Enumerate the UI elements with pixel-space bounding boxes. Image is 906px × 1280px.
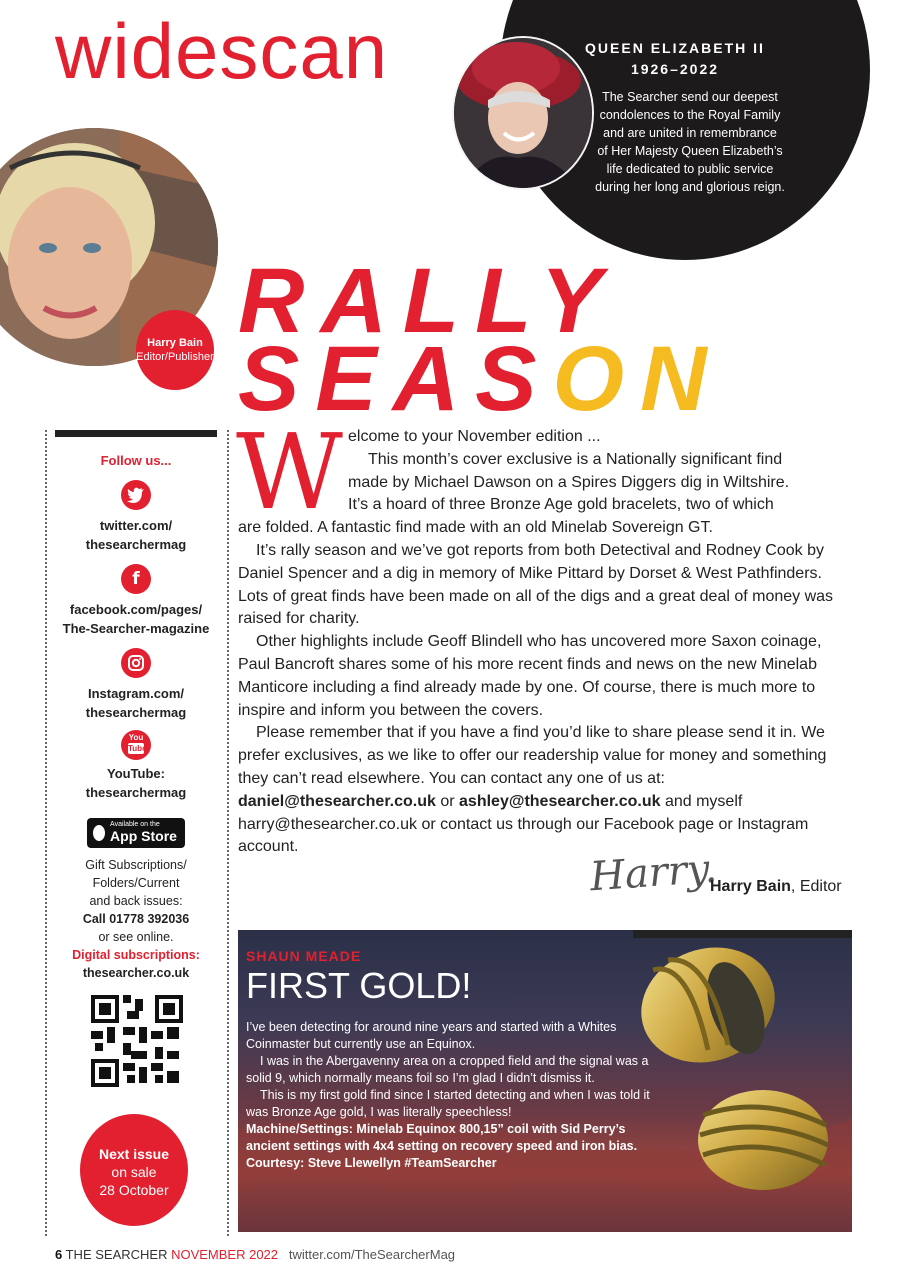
body-paragraph xyxy=(238,722,852,859)
feature-paragraph: I was in the Abergavenny area on a cropped field and the signal was a solid 9, which normally means foil so I’m glad I didn’t dismiss it. xyxy=(246,1054,649,1085)
facebook-icon[interactable]: f xyxy=(121,564,151,594)
tribute-line: during her long and glorious reign. xyxy=(595,180,785,194)
facebook-label-line1: facebook.com/pages/ xyxy=(69,602,203,617)
next-issue-badge xyxy=(80,1114,188,1226)
feature-top-bar xyxy=(633,930,852,938)
facebook-link[interactable] xyxy=(47,600,225,638)
feature-body xyxy=(246,1019,666,1172)
body-line: This month’s cover exclusive is a Nationally significant find xyxy=(368,450,783,468)
twitter-label-line1: twitter.com/ xyxy=(99,518,173,533)
next-issue-date: 28 October xyxy=(99,1182,169,1198)
bracelet-image-bottom xyxy=(698,1090,828,1190)
apple-icon xyxy=(93,825,105,841)
youtube-label-line2: thesearchermag xyxy=(85,785,187,800)
editorial-body xyxy=(236,411,852,859)
gift-line3: and back issues: xyxy=(89,894,183,908)
youtube-label-line1: YouTube: xyxy=(106,766,165,781)
youtube-icon[interactable] xyxy=(121,730,151,760)
feature-paragraph: I’ve been detecting for around nine years and started with a Whites Coinmaster but currently use an Equinox. xyxy=(246,1020,617,1051)
facebook-label-line2: The-Searcher-magazine xyxy=(62,621,210,636)
sign-role: , Editor xyxy=(790,878,842,895)
body-paragraph: Other highlights include Geoff Blindell who has uncovered more Saxon coinage, Paul Bancroft shares some of his more recent finds and news on the new Minelab Manticore including a find already made by one. Of course, there is much more to inspire and inform you between the covers. xyxy=(238,633,822,719)
editor-name: Harry Bain xyxy=(147,337,203,349)
email-daniel-link[interactable]: daniel@thesearcher.co.uk xyxy=(238,792,436,810)
magazine-name: THE SEARCHER xyxy=(62,1247,172,1262)
footer-twitter-link[interactable]: twitter.com/TheSearcherMag xyxy=(288,1247,456,1262)
editor-badge xyxy=(136,310,214,390)
tribute-line: The Searcher send our deepest xyxy=(602,90,778,104)
signature: Harry. xyxy=(588,845,719,901)
tribute-title-line1: QUEEN ELIZABETH II xyxy=(585,40,765,56)
headline-line2-red: SEAS xyxy=(238,328,553,430)
headline-line1: RALLY xyxy=(238,250,618,352)
youtube-icon-tube: Tube xyxy=(128,744,147,753)
follow-us-label: Follow us... xyxy=(100,453,172,468)
qr-code[interactable] xyxy=(91,995,183,1087)
twitter-label-line2: thesearchermag xyxy=(85,537,187,552)
contact-text-end: and myself harry@thesearcher.co.uk or contact us through our Facebook page or Instagram account. xyxy=(238,792,809,856)
app-store-big-text: App Store xyxy=(110,828,177,844)
tribute-line: of Her Majesty Queen Elizabeth’s xyxy=(597,144,783,158)
twitter-link[interactable] xyxy=(47,516,225,554)
sign-off xyxy=(710,878,842,896)
tribute-title-line2: 1926–2022 xyxy=(630,61,720,77)
masthead: widescan xyxy=(55,7,389,95)
drop-cap: W xyxy=(236,411,343,533)
tribute-text xyxy=(570,88,810,196)
body-line: elcome to your November edition ... xyxy=(348,428,601,445)
twitter-icon[interactable] xyxy=(121,480,151,510)
see-online: or see online. xyxy=(98,930,174,944)
sidebar-content xyxy=(47,450,225,982)
body-paragraph: It’s rally season and we’ve got reports from both Detectival and Rodney Cook by Daniel Spencer and a dig in memory of Mike Pittard by Dorset & West Pathfinders. Lots of great finds have been made on all of the digs and a great deal of money was raised for charity. xyxy=(238,541,834,628)
instagram-label-line2: thesearchermag xyxy=(85,705,187,720)
next-issue-onsale: on sale xyxy=(111,1164,157,1180)
sidebar-top-bar xyxy=(55,430,217,437)
gift-line2: Folders/Current xyxy=(92,876,180,890)
digital-subs-label: Digital subscriptions: xyxy=(72,948,200,962)
youtube-icon-you: You xyxy=(128,733,144,742)
tribute-title xyxy=(560,38,790,80)
tribute-line: and are united in remembrance xyxy=(603,126,777,140)
site-link[interactable]: thesearcher.co.uk xyxy=(82,966,190,980)
body-line: It’s a hoard of three Bronze Age gold bracelets, two of which xyxy=(348,496,774,514)
issue-month: NOVEMBER 2022 xyxy=(171,1247,279,1262)
page-number: 6 xyxy=(55,1247,63,1262)
phone-number[interactable]: Call 01778 392036 xyxy=(82,912,190,926)
body-line: made by Michael Dawson on a Spires Diggers dig in Wiltshire. xyxy=(348,473,790,491)
feature-kicker: SHAUN MEADE xyxy=(246,948,362,964)
tribute-line: life dedicated to public service xyxy=(606,162,774,176)
feature-settings: Machine/Settings: Minelab Equinox 800,15” coil with Sid Perry’s ancient settings with 4x4 setting on recovery speed and iron bias. Courtesy: Steve Llewellyn #TeamSearcher xyxy=(246,1122,638,1170)
editor-role: Editor/Publisher xyxy=(136,351,214,363)
headline-line2-yellow: ON xyxy=(552,328,723,430)
headline xyxy=(238,250,723,430)
gift-line1: Gift Subscriptions/ xyxy=(85,858,187,872)
instagram-link[interactable] xyxy=(47,684,225,722)
tribute-line: condolences to the Royal Family xyxy=(599,108,781,122)
feature-title: FIRST GOLD! xyxy=(246,965,472,1006)
youtube-link[interactable] xyxy=(47,764,225,802)
next-issue-label: Next issue xyxy=(98,1146,170,1162)
feature-paragraph: This is my first gold find since I started detecting and when I was told it was Bronze Age gold, I was literally speechless! xyxy=(246,1088,650,1119)
page-footer xyxy=(55,1247,455,1262)
contact-text: Please remember that if you have a find you’d like to share please send it in. We prefer exclusives, as we like to offer our readership value for money and something they can’t read elsewhere. You can contact any one of us at: xyxy=(238,724,827,787)
app-store-badge[interactable] xyxy=(87,818,185,848)
or-text: or xyxy=(435,792,460,810)
instagram-label-line1: Instagram.com/ xyxy=(87,686,185,701)
sign-name: Harry Bain xyxy=(710,878,791,895)
instagram-icon[interactable] xyxy=(121,648,151,678)
email-ashley-link[interactable]: ashley@thesearcher.co.uk xyxy=(459,792,661,810)
body-line: are folded. A fantastic find made with an old Minelab Sovereign GT. xyxy=(238,519,713,537)
app-store-small-text: Available on the xyxy=(110,821,160,828)
